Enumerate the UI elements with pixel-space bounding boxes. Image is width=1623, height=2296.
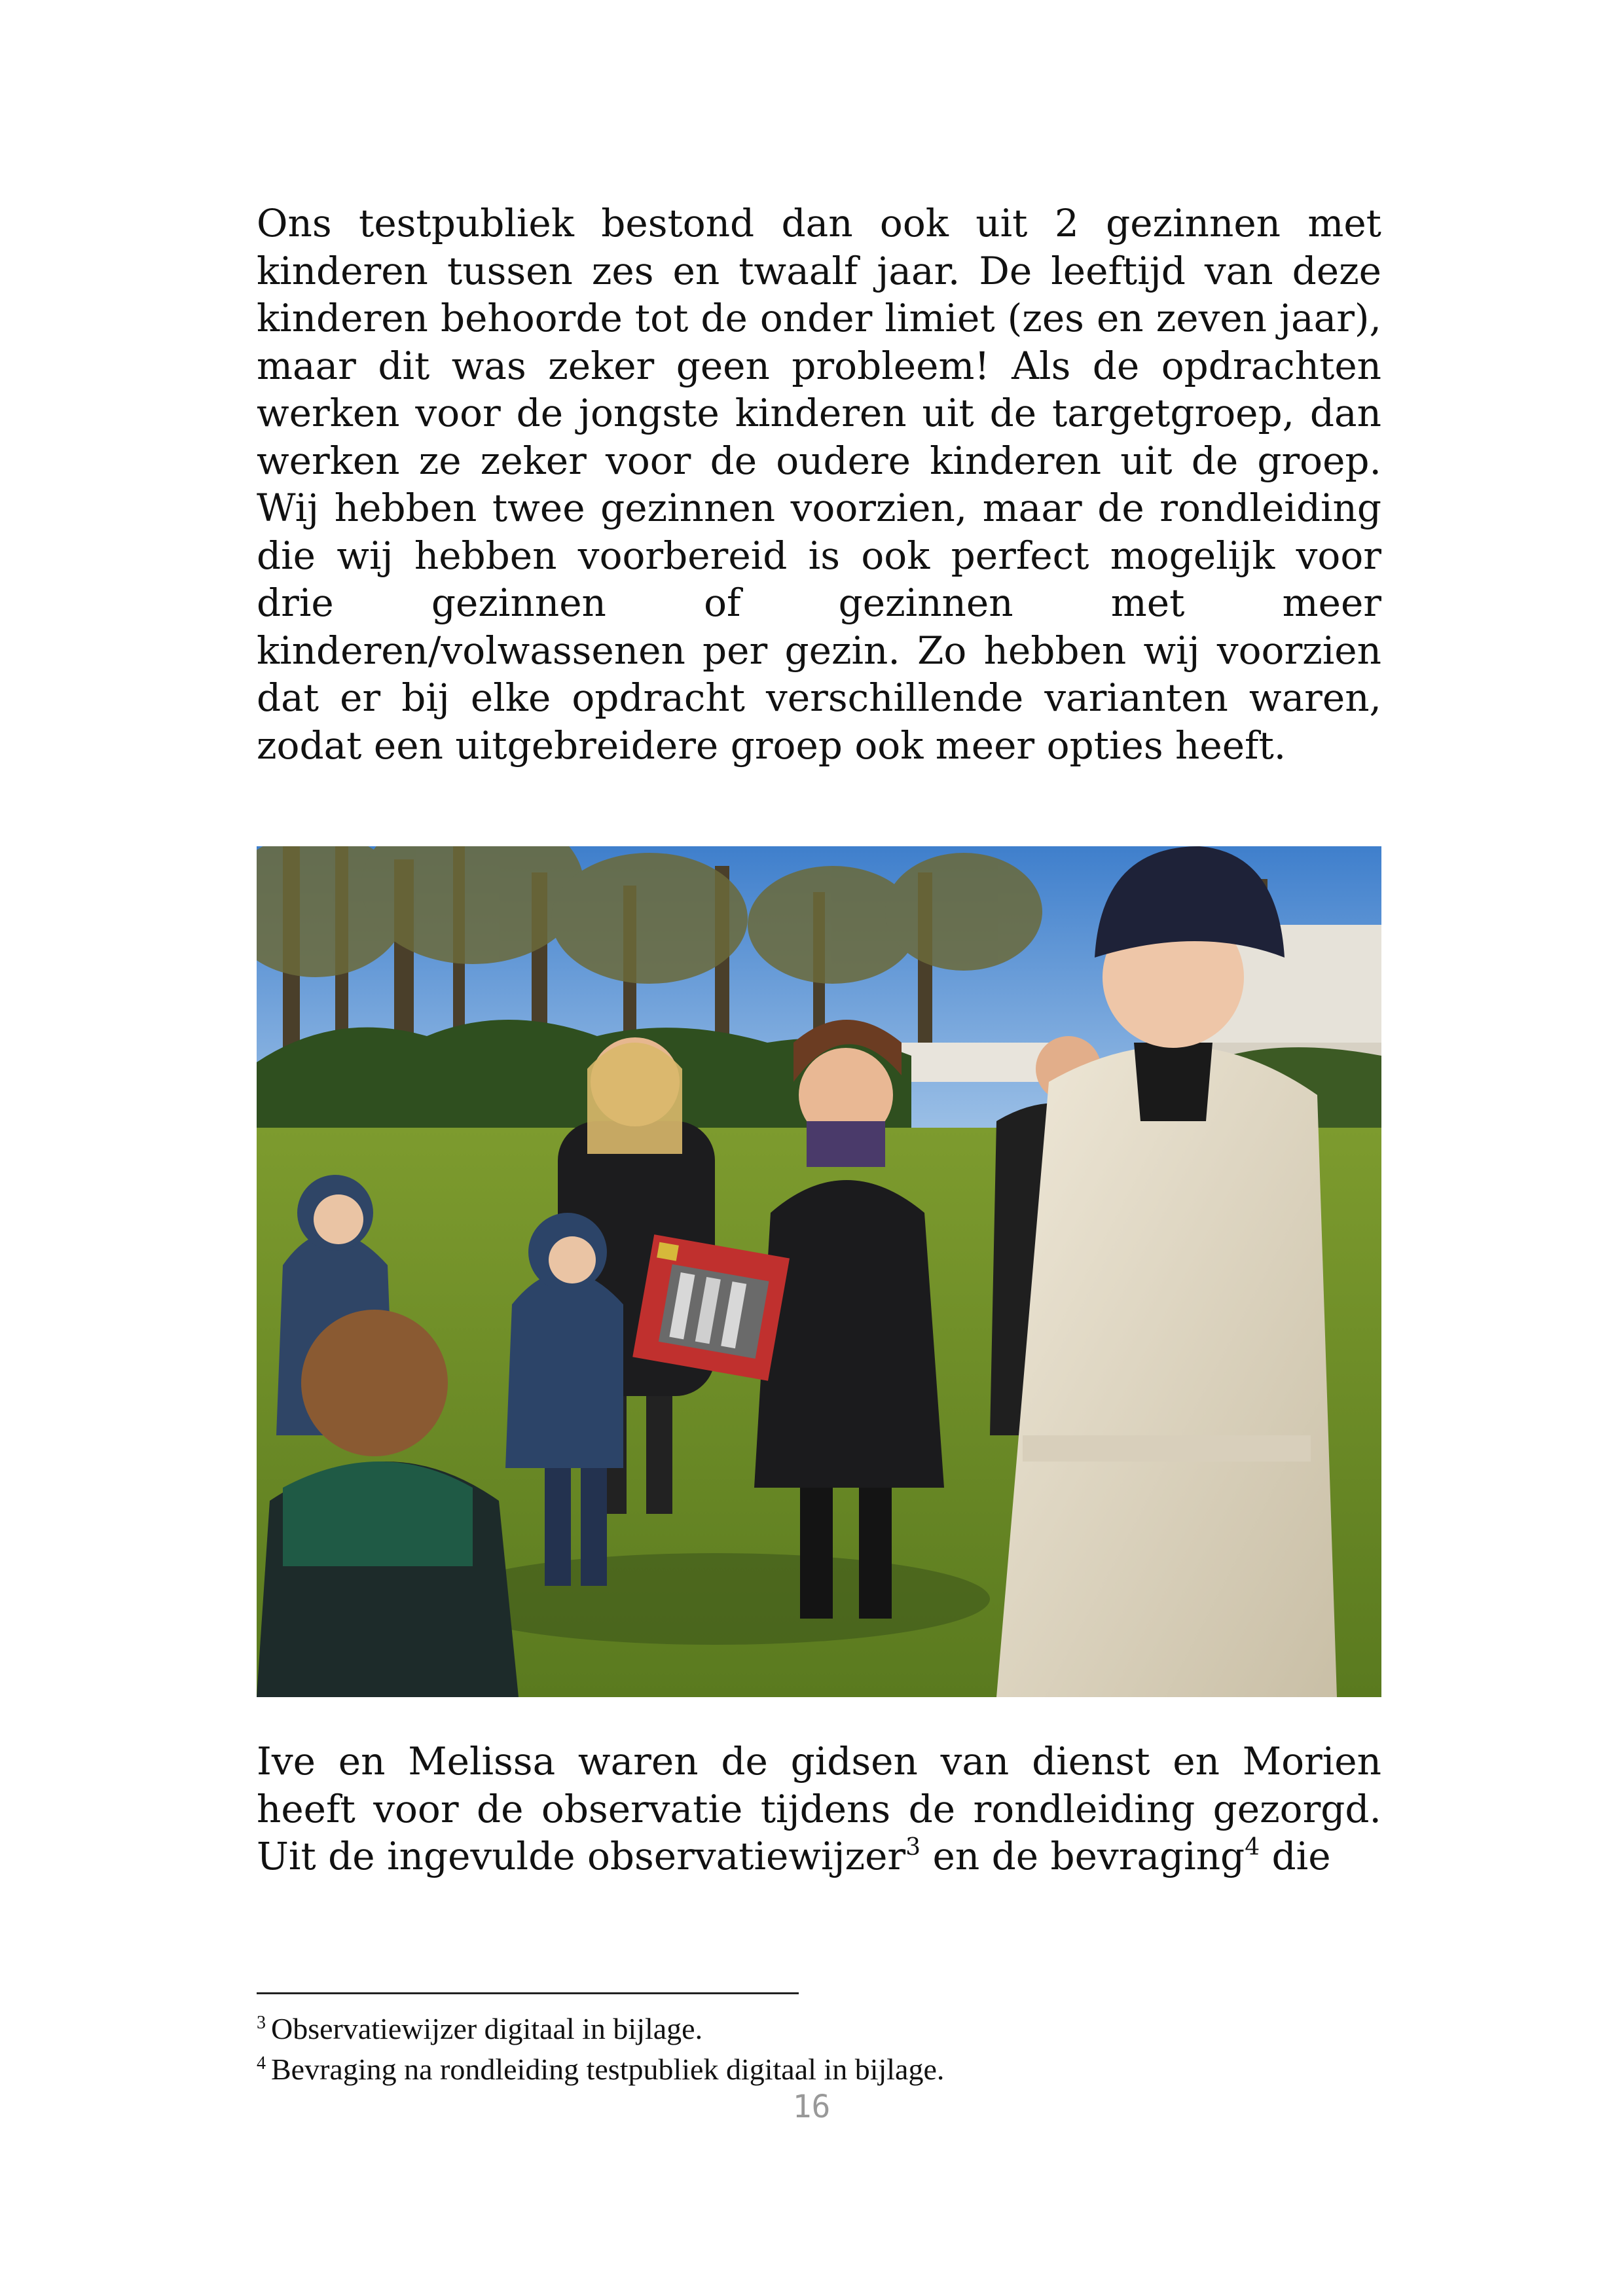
group-tour-photo (257, 846, 1381, 1697)
footnote-marker: 4 (257, 2053, 266, 2073)
continuation-text-1: Ive en Melissa waren de gidsen van dienst en Morien heeft voor de observatie tijdens de rondleiding gezorgd. Uit de ingevulde observatiewijzer (257, 1739, 1381, 1878)
body-paragraph-intro: Ons testpubliek bestond dan ook uit 2 gezinnen met kinderen tussen zes en twaalf jaar. De leeftijd van deze kinderen behoorde tot de onder limiet (zes en zeven jaar), maar dit was zeker geen probleem! Als de opdrachten werken voor de jongste kinderen uit de targetgroep, dan werken ze zeker voor de oudere kinderen uit de groep. Wij hebben twee gezinnen voorzien, maar de rondleiding die wij hebben voorbereid is ook perfect mogelijk voor drie gezinnen of gezinnen met meer kinderen/volwassenen per gezin. Zo hebben wij voorzien dat er bij elke opdracht verschillende varianten waren, zodat een uitgebreidere groep ook meer opties heeft. (257, 201, 1381, 768)
footnote-4 (257, 2051, 1381, 2088)
footnote-separator (257, 1992, 799, 1994)
continuation-text-3: die (1260, 1834, 1331, 1878)
page-number: 16 (792, 2089, 831, 2125)
footnote-marker: 3 (257, 2013, 266, 2033)
continuation-text-2: en de bevraging (921, 1834, 1245, 1878)
footnote-text: Observatiewijzer digitaal in bijlage. (271, 2012, 703, 2045)
footnote-ref-4[interactable]: 4 (1245, 1834, 1260, 1861)
footnote-ref-3[interactable]: 3 (905, 1834, 921, 1861)
body-paragraph-continuation (257, 1738, 1381, 1880)
footnote-text: Bevraging na rondleiding testpubliek digitaal in bijlage. (271, 2053, 945, 2086)
footnote-3 (257, 2011, 1381, 2047)
